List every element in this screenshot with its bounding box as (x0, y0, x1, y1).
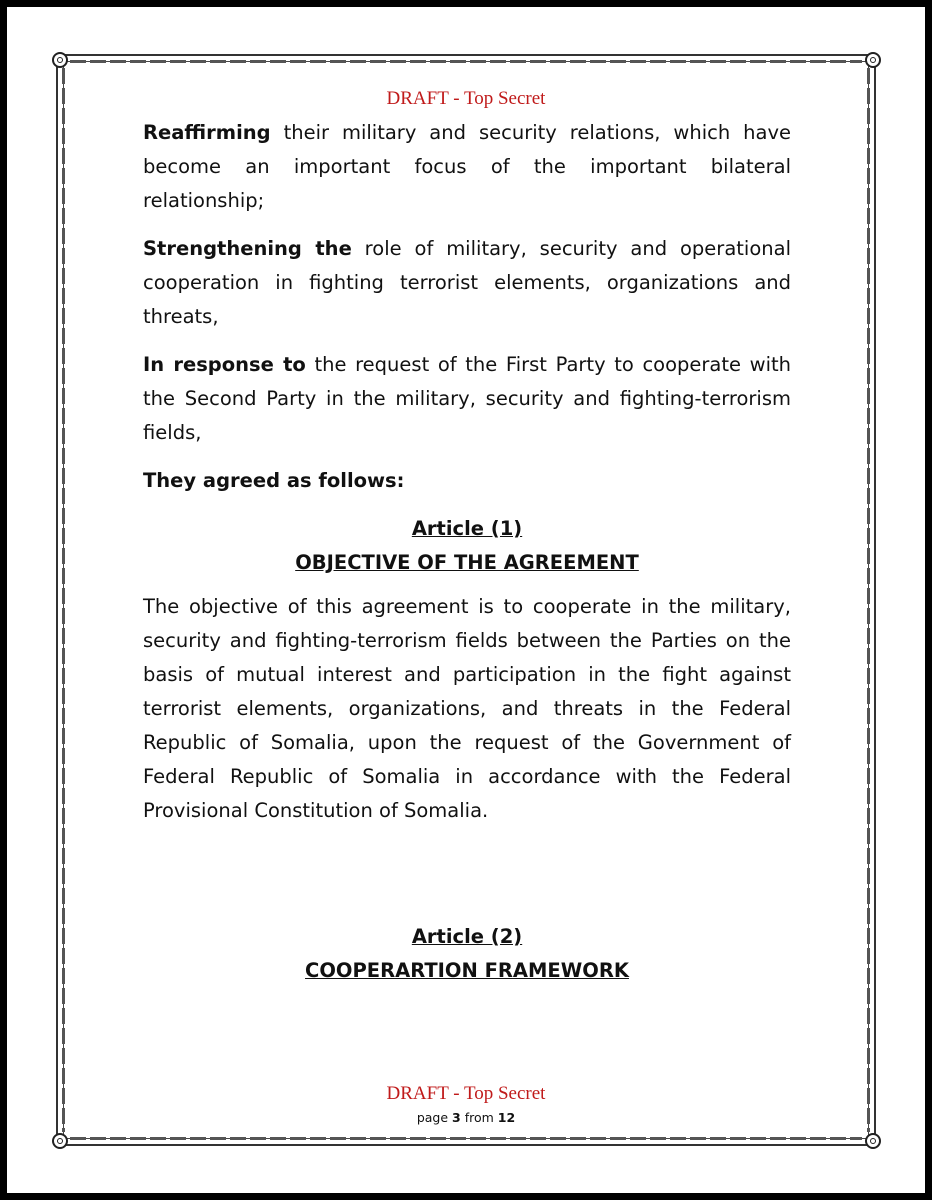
preamble-text: the request of the First Party to cooperate with the Second Party in the military, security and fighting-terrorism fields, (143, 353, 792, 444)
article-2-title: COOPERARTION FRAMEWORK (305, 959, 629, 982)
article-1-number: Article (1) (411, 517, 523, 540)
document-body (143, 116, 791, 988)
preamble-lead: In response to (143, 353, 306, 376)
border-dash-right (867, 68, 870, 1132)
preamble-text: their military and security relations, which have become an important focus of the important bilateral relationship; (143, 121, 791, 212)
footer-classification: DRAFT - Top Secret (386, 1083, 546, 1104)
corner-ornament-icon (865, 1133, 881, 1149)
page-current: 3 (452, 1110, 461, 1125)
corner-ornament-icon (52, 52, 68, 68)
page-mid: from (460, 1110, 498, 1125)
page-total: 12 (497, 1110, 516, 1125)
border-dash-bottom (70, 1137, 862, 1140)
preamble-paragraph (143, 116, 791, 218)
article-1-title: OBJECTIVE OF THE AGREEMENT (295, 551, 639, 574)
preamble-paragraph (143, 232, 791, 334)
page-prefix: page (416, 1110, 453, 1125)
preamble-paragraph (143, 348, 791, 450)
agreement-intro: They agreed as follows: (143, 469, 405, 492)
border-dash-left (62, 68, 65, 1132)
preamble-text: role of military, security and operational cooperation in fighting terrorist elements, organizations and threats, (143, 237, 791, 328)
preamble-lead: Reaffirming (143, 121, 271, 144)
corner-ornament-icon (865, 52, 881, 68)
border-dash-top (70, 60, 862, 63)
article-1-body: The objective of this agreement is to cooperate in the military, security and fighting-terrorism fields between the Parties on the basis of mutual interest and participation in the fight against terrorist elements, organizations, and threats in the Federal Republic of Somalia, upon the request of the Government of Federal Republic of Somalia in accordance with the Federal Provisional Constitution of Somalia. (143, 595, 791, 822)
page-number (0, 1110, 932, 1125)
corner-ornament-icon (52, 1133, 68, 1149)
preamble-lead: Strengthening the (143, 237, 352, 260)
header-classification: DRAFT - Top Secret (386, 88, 546, 109)
article-2-number: Article (2) (411, 925, 523, 948)
